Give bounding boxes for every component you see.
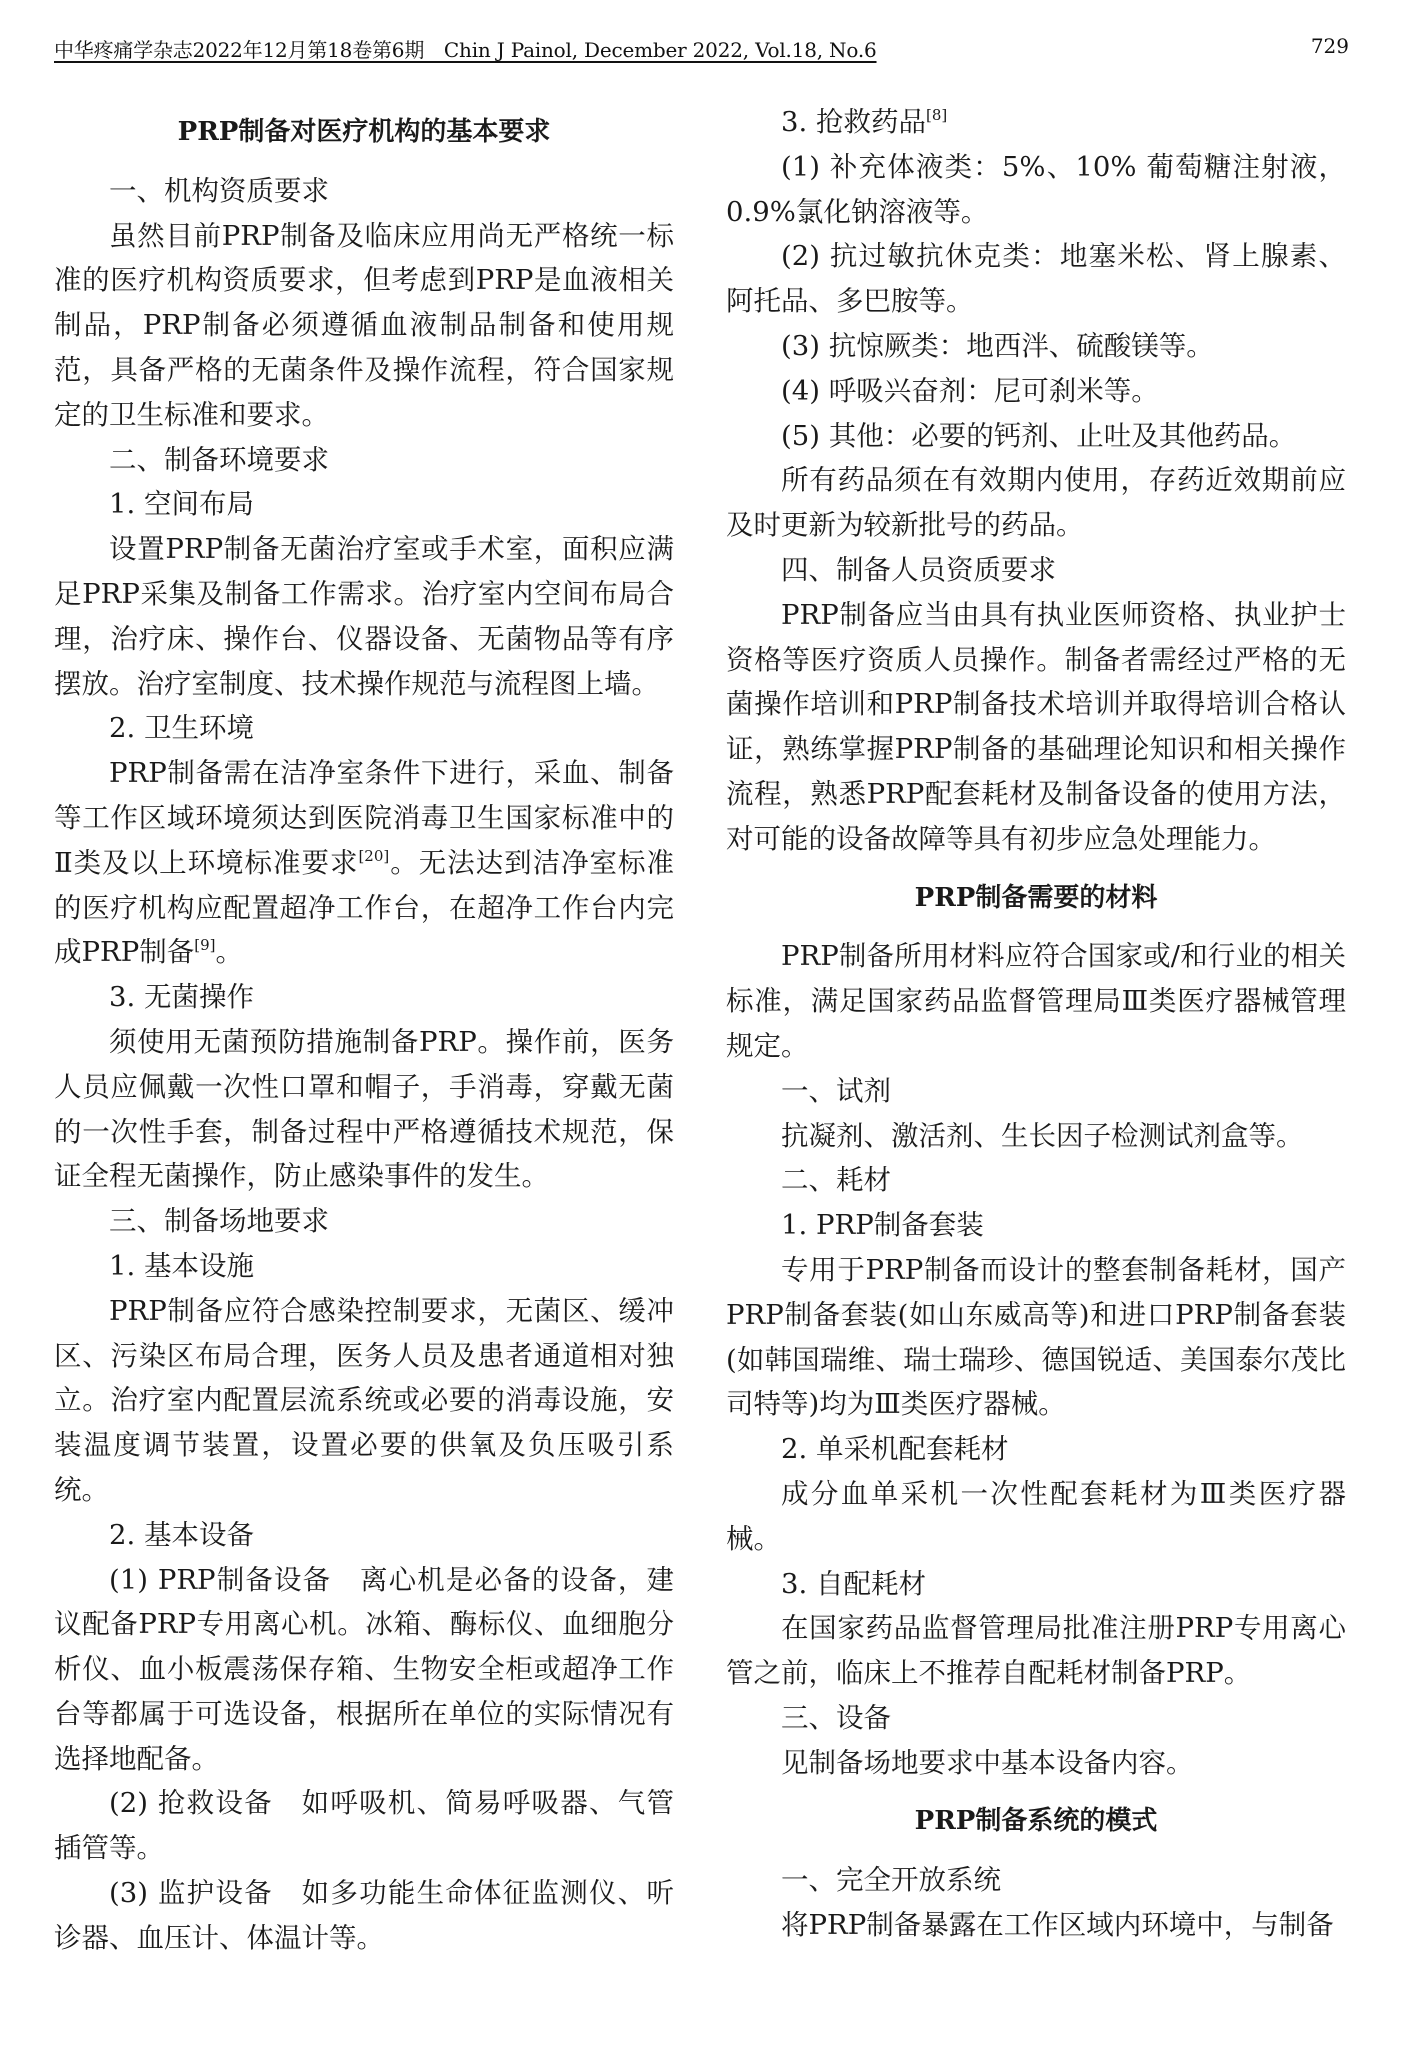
subheading-qualification: 一、机构资质要求 xyxy=(109,174,329,207)
subheading-aseptic: 3. 无菌操作 xyxy=(109,981,254,1014)
subheading-devices: 三、设备 xyxy=(781,1701,891,1734)
left-column xyxy=(54,110,674,1961)
subheading-basic-equipment: 2. 基本设备 xyxy=(109,1518,254,1551)
subheading-environment: 二、制备环境要求 xyxy=(109,443,329,476)
paragraph-hygiene xyxy=(54,751,674,975)
page-number: 729 xyxy=(1310,34,1349,58)
subheading-personnel: 四、制备人员资质要求 xyxy=(781,553,1056,586)
paragraph-drug-validity: 所有药品须在有效期内使用，存药近效期前应及时更新为较新批号的药品。 xyxy=(726,464,1346,542)
paragraph-apheresis: 成分血单采机一次性配套耗材为Ⅲ类医疗器械。 xyxy=(726,1477,1346,1555)
citation-ref: [20] xyxy=(358,846,390,865)
paragraph-respiratory-stimulant: (4) 呼吸兴奋剂：尼可刹米等。 xyxy=(781,374,1159,407)
section-heading-system-modes: PRP制备系统的模式 xyxy=(914,1806,1158,1837)
paragraph-devices: 见制备场地要求中基本设备内容。 xyxy=(781,1746,1194,1779)
right-column xyxy=(726,100,1346,1948)
hygiene-text-3: 。 xyxy=(215,936,243,969)
paragraph-other-drugs: (5) 其他：必要的钙剂、止吐及其他药品。 xyxy=(781,419,1297,452)
citation-ref: [9] xyxy=(194,936,216,955)
paragraph-prp-kit: 专用于PRP制备而设计的整套制备耗材，国产PRP制备套装(如山东威高等)和进口PRP制备套装(如韩国瑞维、瑞士瑞珍、德国锐适、美国泰尔茂比司特等)均为Ⅲ类医疗器械。 xyxy=(726,1253,1346,1421)
journal-citation: 中华疼痛学杂志2022年12月第18卷第6期 Chin J Painol, December 2022, Vol.18, No.6 xyxy=(54,38,877,62)
section-heading-materials: PRP制备需要的材料 xyxy=(914,882,1158,913)
section-heading-institution-requirements: PRP制备对医疗机构的基本要求 xyxy=(177,117,551,147)
paragraph-fluids: (1) 补充体液类：5%、10% 葡萄糖注射液，0.9%氯化钠溶液等。 xyxy=(726,150,1346,228)
paragraph-anticonvulsant: (3) 抗惊厥类：地西泮、硫酸镁等。 xyxy=(781,329,1214,362)
paragraph-materials: PRP制备所用材料应符合国家或/和行业的相关标准，满足国家药品监督管理局Ⅲ类医疗器械管理规定。 xyxy=(726,940,1346,1062)
paragraph-anti-allergy: (2) 抗过敏抗休克类：地塞米松、肾上腺素、阿托品、多巴胺等。 xyxy=(726,240,1346,318)
subheading-site: 三、制备场地要求 xyxy=(109,1205,329,1238)
paragraph-space-layout: 设置PRP制备无菌治疗室或手术室，面积应满足PRP采集及制备工作需求。治疗室内空间布局合理，治疗床、操作台、仪器设备、无菌物品等有序摆放。治疗室制度、技术操作规范与流程图上墙。 xyxy=(54,533,674,700)
subheading-basic-facilities: 1. 基本设施 xyxy=(109,1249,254,1282)
paragraph-rescue-equipment: (2) 抢救设备 如呼吸机、简易呼吸器、气管插管等。 xyxy=(54,1787,674,1865)
hygiene-text-1: PRP制备需在洁净室条件下进行，采血、制备等工作区域环境须达到医院消毒卫生国家标准中的Ⅱ类及以上环境标准要求 xyxy=(54,757,674,879)
subheading-prp-kit: 1. PRP制备套装 xyxy=(781,1209,984,1242)
subheading-rescue-drugs xyxy=(726,100,1346,145)
paragraph-self-prepared: 在国家药品监督管理局批准注册PRP专用离心管之前，临床上不推荐自配耗材制备PRP。 xyxy=(726,1612,1346,1690)
rescue-drugs-label: 3. 抢救药品 xyxy=(781,106,926,138)
subheading-open-system: 一、完全开放系统 xyxy=(781,1864,1001,1897)
paragraph-basic-facilities: PRP制备应符合感染控制要求，无菌区、缓冲区、污染区布局合理，医务人员及患者通道相对独立。治疗室内配置层流系统或必要的消毒设施，安装温度调节装置，设置必要的供氧及负压吸引系统。 xyxy=(54,1294,674,1506)
running-header xyxy=(54,28,1349,64)
hygiene-text-2: 。无法达到洁净室标准的医疗机构应配置超净工作台，在超净工作台内完成PRP制备 xyxy=(54,846,674,969)
paragraph-aseptic: 须使用无菌预防措施制备PRP。操作前，医务人员应佩戴一次性口罩和帽子，手消毒，穿戴无菌的一次性手套，制备过程中严格遵循技术规范，保证全程无菌操作，防止感染事件的发生。 xyxy=(54,1025,674,1193)
paragraph-monitoring-equipment: (3) 监护设备 如多功能生命体征监测仪、听诊器、血压计、体温计等。 xyxy=(54,1877,674,1954)
paragraph-open-system: 将PRP制备暴露在工作区域内环境中，与制备 xyxy=(781,1909,1334,1942)
subheading-reagents: 一、试剂 xyxy=(781,1074,891,1107)
subheading-apheresis: 2. 单采机配套耗材 xyxy=(781,1433,1009,1466)
paragraph-qualification: 虽然目前PRP制备及临床应用尚无严格统一标准的医疗机构资质要求，但考虑到PRP是血液相关制品，PRP制备必须遵循血液制品制备和使用规范，具备严格的无菌条件及操作流程，符合国家规定的卫生标准和要求。 xyxy=(54,219,674,431)
subheading-space-layout: 1. 空间布局 xyxy=(109,488,254,521)
paragraph-personnel: PRP制备应当由具有执业医师资格、执业护士资格等医疗资质人员操作。制备者需经过严格的无菌操作培训和PRP制备技术培训并取得培训合格认证，熟练掌握PRP制备的基础理论知识和相关操作流程，熟悉PRP配套耗材及制备设备的使用方法，对可能的设备故障等具有初步应急处理能力。 xyxy=(726,598,1346,855)
paragraph-prp-equipment: (1) PRP制备设备 离心机是必备的设备，建议配备PRP专用离心机。冰箱、酶标仪、血细胞分析仪、血小板震荡保存箱、生物安全柜或超净工作台等都属于可选设备，根据所在单位的实际情况有选择地配备。 xyxy=(54,1563,674,1775)
citation-ref: [8] xyxy=(925,106,948,124)
subheading-hygiene: 2. 卫生环境 xyxy=(109,712,254,745)
subheading-consumables: 二、耗材 xyxy=(781,1164,891,1197)
paragraph-reagents: 抗凝剂、激活剂、生长因子检测试剂盒等。 xyxy=(781,1119,1304,1152)
subheading-self-prepared: 3. 自配耗材 xyxy=(781,1567,926,1600)
